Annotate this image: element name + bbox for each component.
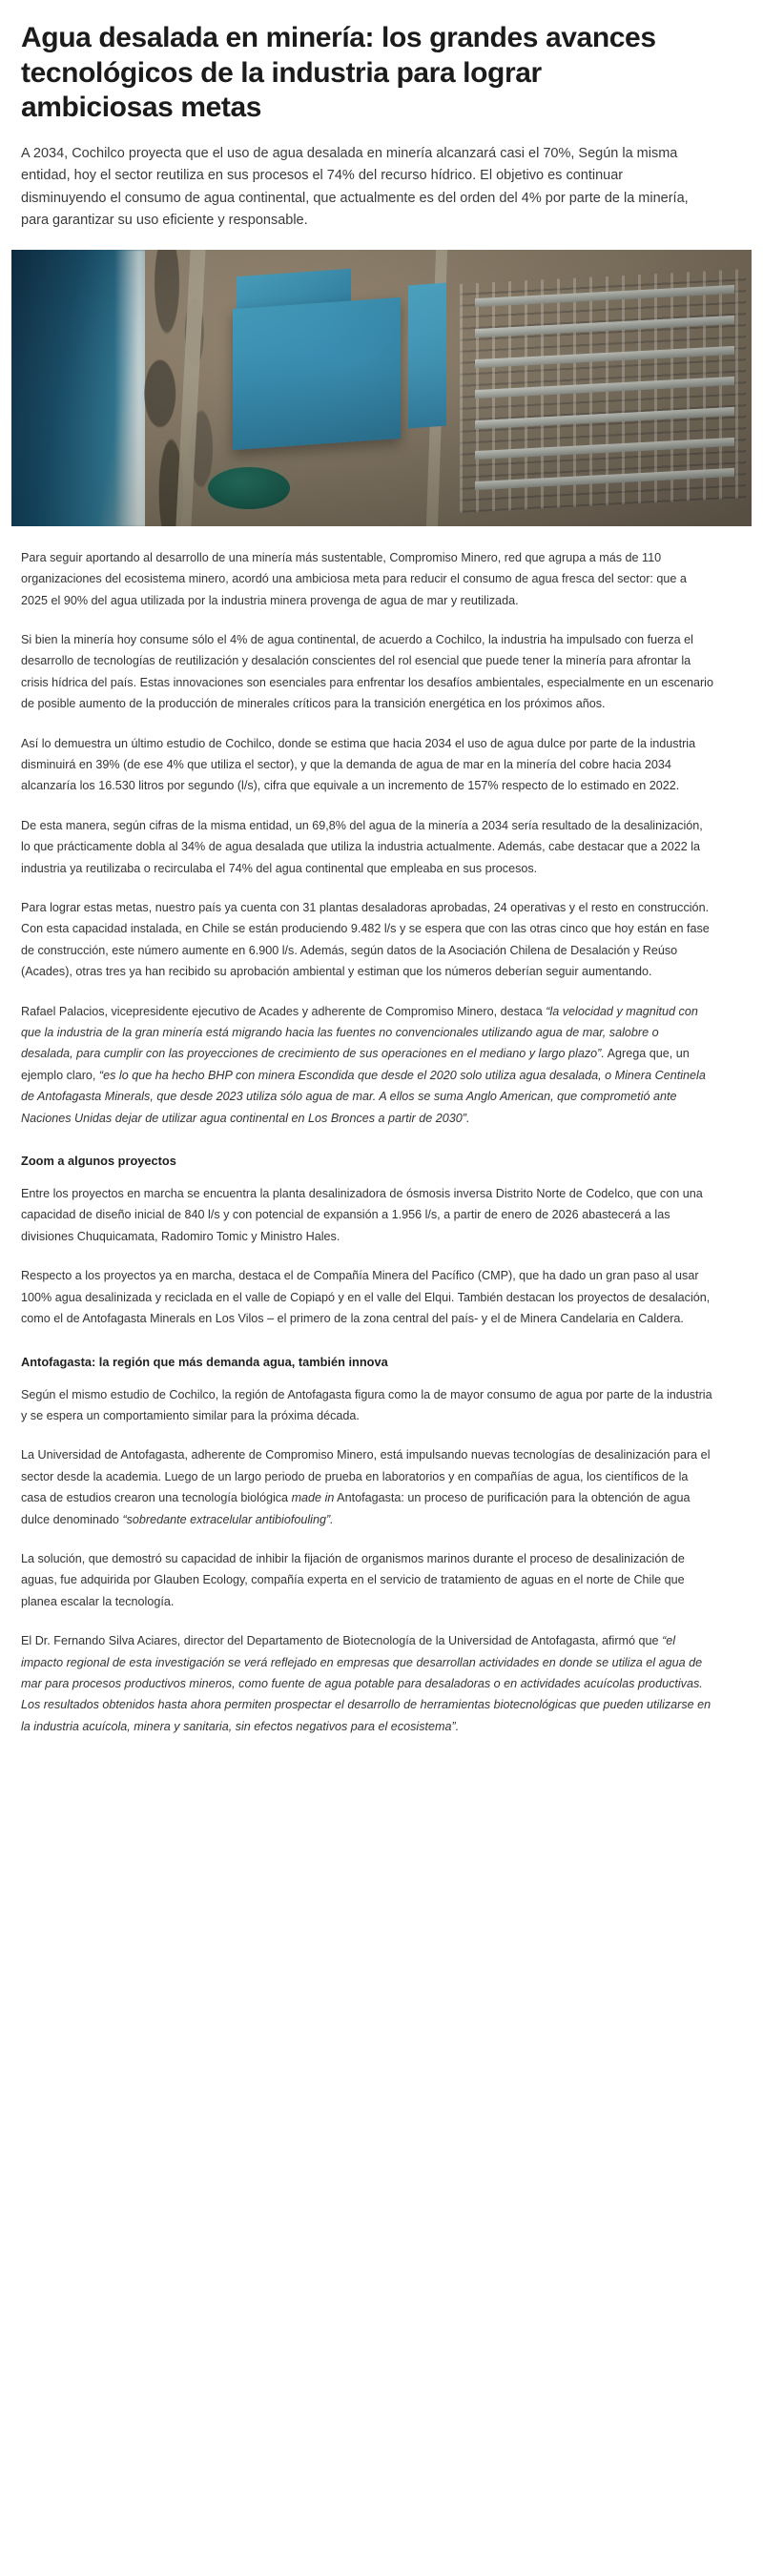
text-part-1: La Universidad de Antofagasta, adherente de Compromiso Minero, está impulsando nuevas tecnologías de desalinización para el sector desde la academia. Luego de un largo periodo de prueba en laboratorios y en compañías de agua, los científicos de la casa de estudios crearon una tecnología biológica: [21, 1448, 711, 1505]
paragraph: La solución, que demostró su capacidad de inhibir la fijación de organismos marinos durante el proceso de desalinización de aguas, fue adquirida por Glauben Ecology, compañía experta en el servicio de tratamiento de aguas en el norte de Chile que planea escalar la tecnología.: [21, 1551, 685, 1608]
paragraph: De esta manera, según cifras de la misma entidad, un 69,8% del agua de la minería a 2034 sería resultado de la desalinización, lo que prácticamente dobla al 34% de agua desalada que utiliza la industria actualmente. Además, cabe destacar que a 2022 la industria ya reutilizaba o recirculaba el 74% del agua continental que empleaba en sus procesos.: [21, 818, 703, 875]
bottom-spacer: [11, 1755, 752, 1780]
paragraph: Para lograr estas metas, nuestro país ya cuenta con 31 plantas desaladoras aprobadas, 24 operativas y el resto en construcción. Con esta capacidad instalada, en Chile se están produciendo 9.482 l/s y se espera que con las otras cinco que hoy están en fase de construcción, este número aumente en 6.900 l/s. Además, según datos de la Asociación Chilena de Desalación y Reúso (Acades), otras tres ya han recibido su aprobación ambiental y estiman que los números deberían seguir aumentando.: [21, 901, 710, 979]
article-standfirst: A 2034, Cochilco proyecta que el uso de agua desalada en minería alcanzará casi el 70%, Según la misma entidad, hoy el sector reutiliza en sus procesos el 74% del recurso hídrico. El objetivo es continuar disminuyendo el consumo de agua continental, que actualmente es del orden del 4% por parte de la minería, para garantizar su uso eficiente y responsable.: [21, 145, 689, 229]
quote-mid: Agrega que, un ejemplo claro,: [21, 1047, 690, 1082]
image-vignette: [11, 250, 752, 526]
quote-lead: Rafael Palacios, vicepresidente ejecutivo de Acades y adherente de Compromiso Minero, destaca: [21, 1004, 546, 1018]
paragraph: Así lo demuestra un último estudio de Cochilco, donde se estima que hacia 2034 el uso de agua dulce por parte de la industria disminuirá en 39% (de ese 4% que utiliza el sector), y que la demanda de agua de mar en la minería del cobre hacia 2034 alcanzaría los 16.530 litros por segundo (l/s), cifra que equivale a un incremento de 157% respecto de lo estimado en 2022.: [21, 736, 696, 793]
quote-text: “el impacto regional de esta investigación se verá reflejado en empresas que desarrollan actividades en donde se utiliza el agua de mar para procesos productivos mineros, como fuente de agua potable para desaladoras o en actividades acuícolas productivas. Los resultados obtenidos hasta ahora permiten prospectar el desarrollo de herramientas biotecnológicas que pueden utilizarse en la industria acuícola, minera y sanitaria, sin efectos negativos para el ecosistema”.: [21, 1634, 711, 1733]
section-heading-antofagasta: Antofagasta: la región que más demanda agua, también innova: [21, 1354, 388, 1369]
text-part-2: Antofagasta: un proceso de purificación para la obtención de agua dulce denominado: [21, 1491, 691, 1526]
article-container: [0, 21, 763, 1780]
paragraph-with-italics: [21, 1444, 713, 1530]
paragraph: Respecto a los proyectos ya en marcha, destaca el de Compañía Minera del Pacífico (CMP), que ha dado un gran paso al usar 100% agua desalinizada y reciclada en el valle de Copiapó y en el valle del Elqui. También destacan los proyectos de desalación, como el de Antofagasta Minerals en Los Vilos – el primero de la zona central del país- y el de Minera Candelaria en Caldera.: [21, 1269, 711, 1326]
hero-image: [11, 250, 752, 526]
quote-lead: El Dr. Fernando Silva Aciares, director del Departamento de Biotecnología de la Universidad de Antofagasta, afirmó que: [21, 1634, 663, 1648]
paragraph-with-quote: [21, 1630, 713, 1737]
page-title: Agua desalada en minería: los grandes avances tecnológicos de la industria para lograr ambiciosas metas: [21, 22, 656, 124]
italic-term-technology-name: “sobredante extracelular antibiofouling”.: [122, 1512, 334, 1526]
paragraph-with-quotes: [21, 1001, 713, 1129]
quote-text-1: “la velocidad y magnitud con que la industria de la gran minería está migrando hacia las fuentes no convencionales utilizando agua de mar, salobre o desalada, para cumplir con las proyecciones de crecimiento de sus operaciones en el mediano y largo plazo”.: [21, 1004, 698, 1061]
italic-term-made-in: made in: [291, 1491, 335, 1505]
quote-text-2: “es lo que ha hecho BHP con minera Escondida que desde el 2020 solo utiliza agua desalada, o Minera Centinela de Antofagasta Minerals, que desde 2023 utiliza sólo agua de mar. A ellos se suma Anglo American, que comprometió ante Naciones Unidas dejar de utilizar agua continental en Los Bronces a partir de 2030”.: [21, 1068, 706, 1125]
paragraph: Si bien la minería hoy consume sólo el 4% de agua continental, de acuerdo a Cochilco, la industria ha impulsado con fuerza el desarrollo de tecnologías de reutilización y desalación conscientes del rol esencial que puede tener la minería para afrontar la crisis hídrica del país. Estas innovaciones son esenciales para enfrentar los desafíos ambientales, especialmente en un escenario de posible aumento de la producción de minerales críticos para la transición energética en los próximos años.: [21, 632, 713, 711]
paragraph: Entre los proyectos en marcha se encuentra la planta desalinizadora de ósmosis inversa Distrito Norte de Codelco, que con una capacidad de diseño inicial de 840 l/s y con potencial de expansión a 1.956 l/s, a partir de enero de 2026 abastecerá a las divisiones Chuquicamata, Radomiro Tomic y Ministro Hales.: [21, 1187, 703, 1243]
section-heading-projects: Zoom a algunos proyectos: [21, 1154, 176, 1169]
paragraph: Para seguir aportando al desarrollo de una minería más sustentable, Compromiso Minero, red que agrupa a más de 110 organizaciones del ecosistema minero, acordó una ambiciosa meta para reducir el consumo de agua fresca del sector: que a 2025 el 90% del agua utilizada por la industria minera provenga de agua de mar y reutilizada.: [21, 550, 687, 607]
paragraph: Según el mismo estudio de Cochilco, la región de Antofagasta figura como la de mayor consumo de agua por parte de la industria y se espera un comportamiento similar para la próxima década.: [21, 1387, 712, 1422]
